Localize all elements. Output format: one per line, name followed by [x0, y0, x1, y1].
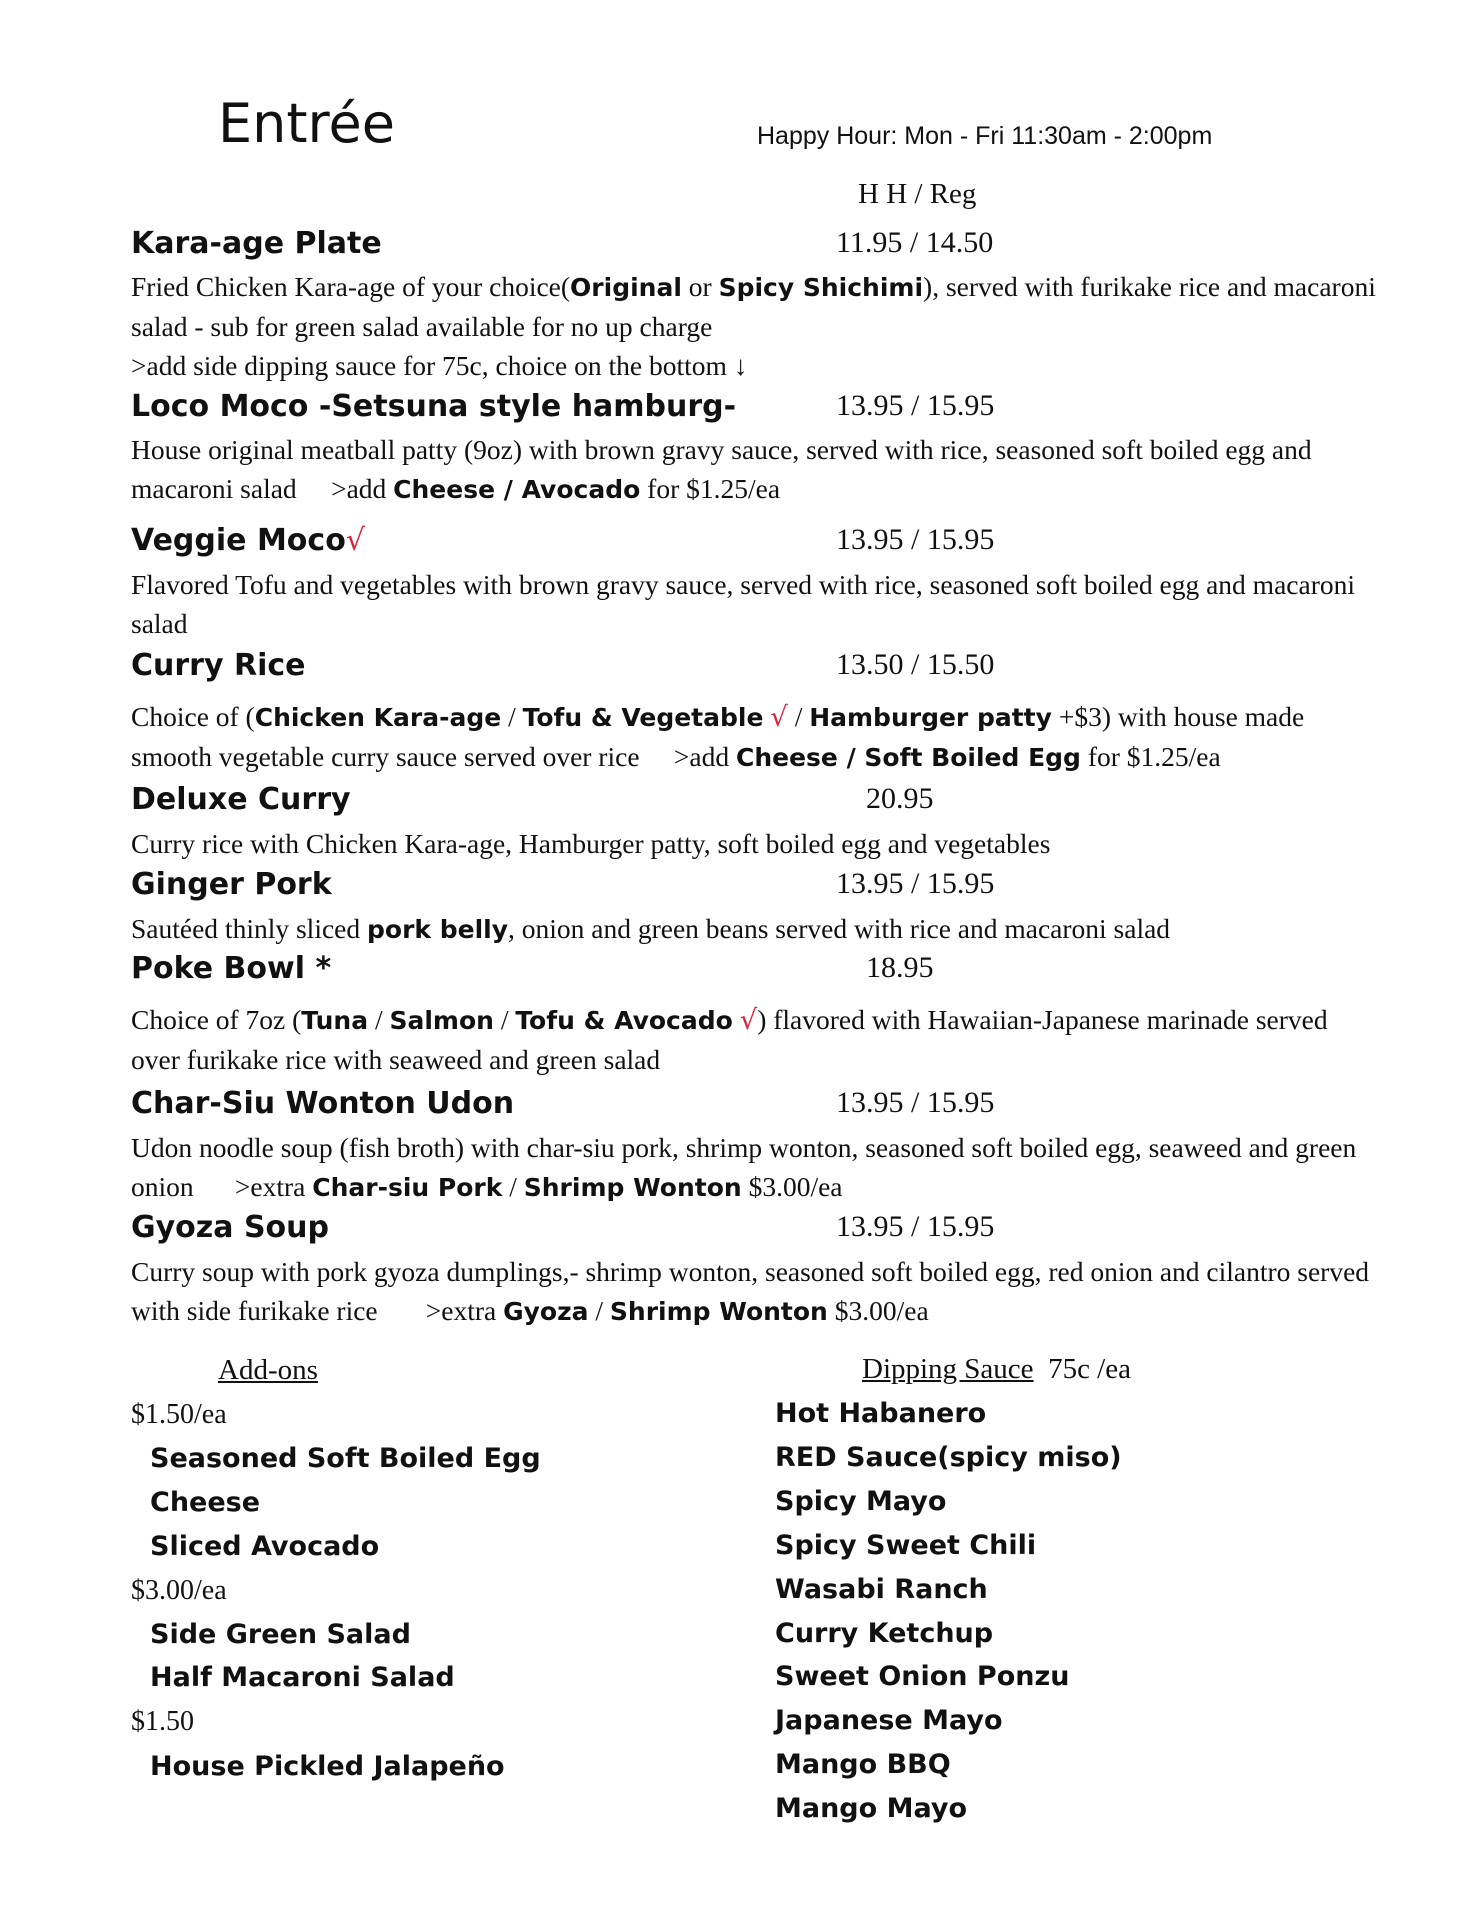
item-name: Loco Moco -Setsuna style hamburg- [131, 389, 737, 424]
item-price: 13.95 / 15.95 [836, 523, 995, 556]
item-name: Ginger Pork [131, 867, 332, 902]
page-title: Entrée [218, 92, 395, 155]
item-description: Choice of (Chicken Kara-age / Tofu & Vegetable √ / Hamburger patty +$3) with house made smooth vegetable curry sauce served over rice >add Cheese / Soft Boiled Egg for $1.25/ea [131, 701, 1305, 772]
item-description: Curry rice with Chicken Kara-age, Hamburger patty, soft boiled egg and vegetables [131, 828, 1051, 859]
sauce-item: Mango Mayo [775, 1793, 967, 1824]
vegetarian-check-icon: √ [770, 701, 788, 733]
item-name: Deluxe Curry [131, 782, 351, 817]
addon-item: Half Macaroni Salad [150, 1662, 455, 1693]
item-name: Curry Rice [131, 648, 306, 683]
addon-item: Cheese [150, 1487, 261, 1518]
addon-item: House Pickled Jalapeño [150, 1751, 505, 1782]
dipping-sauce-price: 75c /ea [1048, 1353, 1131, 1385]
dipping-sauce-heading: Dipping Sauce 75c /ea [862, 1353, 1131, 1385]
item-description: Fried Chicken Kara-age of your choice(Original or Spicy Shichimi), served with furikake rice and macaroni salad - sub for green salad available for no up charge >add side dipping sauce for 75c, choice on the bottom ↓ [131, 271, 1376, 381]
sauce-item: Wasabi Ranch [775, 1574, 988, 1605]
happy-hour-note: Happy Hour: Mon - Fri 11:30am - 2:00pm [757, 122, 1213, 150]
item-price: 13.95 / 15.95 [836, 1086, 995, 1119]
item-name: Char-Siu Wonton Udon [131, 1086, 515, 1121]
addon-item: Sliced Avocado [150, 1531, 380, 1562]
sauce-item: Spicy Mayo [775, 1486, 947, 1517]
item-description: Curry soup with pork gyoza dumplings,- shrimp wonton, seasoned soft boiled egg, red onion and cilantro served with side furikake rice >extra Gyoza / Shrimp Wonton $3.00/ea [131, 1256, 1370, 1326]
vegetarian-check-icon: √ [739, 1004, 758, 1036]
item-name: Poke Bowl * [131, 951, 332, 986]
addons-heading: Add-ons [218, 1354, 318, 1386]
vegetarian-check-icon: √ [345, 523, 365, 558]
item-price: 13.95 / 15.95 [836, 867, 995, 900]
item-price: 13.95 / 15.95 [836, 1210, 995, 1243]
item-description: House original meatball patty (9oz) with brown gravy sauce, served with rice, seasoned soft boiled egg and macaroni salad >add Cheese / Avocado for $1.25/ea [131, 434, 1312, 504]
sauce-item: Curry Ketchup [775, 1618, 994, 1649]
item-price: 18.95 [866, 951, 934, 984]
addon-item: Side Green Salad [150, 1619, 411, 1650]
item-price: 13.50 / 15.50 [836, 648, 995, 681]
sauce-item: Mango BBQ [775, 1749, 951, 1780]
sauce-item: Hot Habanero [775, 1398, 987, 1429]
item-price: 20.95 [866, 782, 934, 815]
item-name: Veggie Moco√ [131, 523, 365, 558]
addons-group-price: $1.50/ea [131, 1399, 227, 1430]
item-name: Gyoza Soup [131, 1210, 329, 1245]
addons-group-price: $3.00/ea [131, 1575, 227, 1606]
item-description: Choice of 7oz (Tuna / Salmon / Tofu & Avocado √) flavored with Hawaiian-Japanese marinade served over furikake rice with seaweed and green salad [131, 1004, 1328, 1075]
item-description: Flavored Tofu and vegetables with brown gravy sauce, served with rice, seasoned soft boiled egg and macaroni salad [131, 569, 1355, 639]
sauce-item: Japanese Mayo [775, 1705, 1003, 1736]
price-columns-label: H H / Reg [858, 178, 977, 210]
item-price: 11.95 / 14.50 [836, 226, 994, 259]
item-name: Kara-age Plate [131, 226, 382, 261]
item-description: Sautéed thinly sliced pork belly, onion and green beans served with rice and macaroni salad [131, 913, 1171, 944]
item-description: Udon noodle soup (fish broth) with char-siu pork, shrimp wonton, seasoned soft boiled egg, seaweed and green onion >extra Char-siu Pork / Shrimp Wonton $3.00/ea [131, 1132, 1357, 1202]
addon-item: Seasoned Soft Boiled Egg [150, 1443, 541, 1474]
item-price: 13.95 / 15.95 [836, 389, 995, 422]
sauce-item: RED Sauce(spicy miso) [775, 1442, 1122, 1473]
sauce-item: Sweet Onion Ponzu [775, 1661, 1070, 1692]
item-note: >add side dipping sauce for 75c, choice on the bottom ↓ [131, 350, 748, 381]
sauce-item: Spicy Sweet Chili [775, 1530, 1037, 1561]
addons-group-price: $1.50 [131, 1706, 194, 1737]
